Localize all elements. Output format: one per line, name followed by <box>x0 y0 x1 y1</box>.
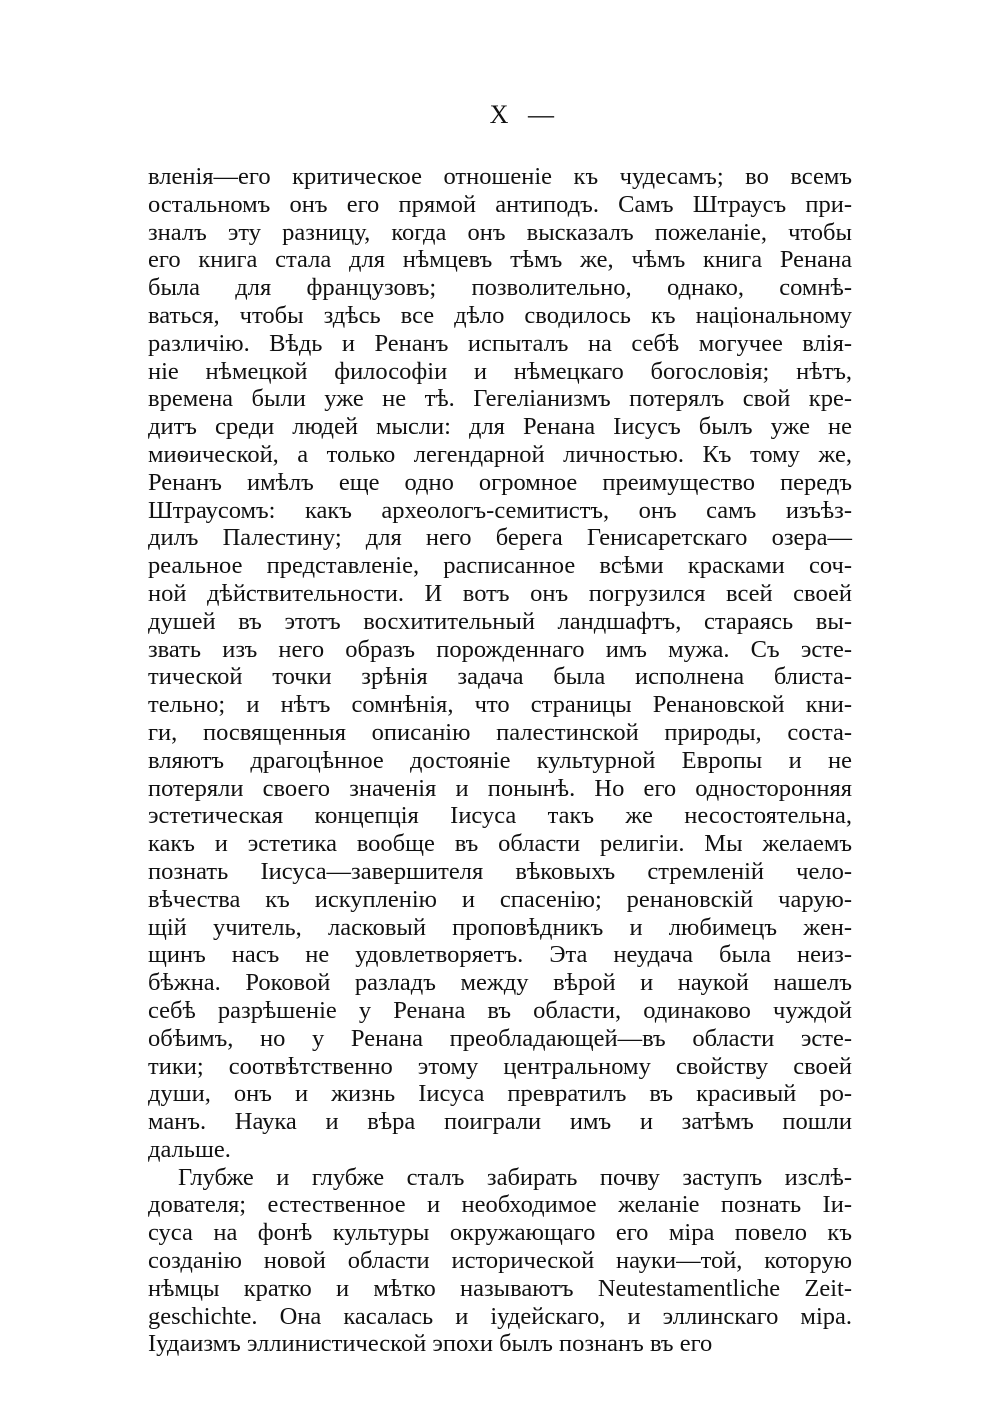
text-line: Глубже и глубже сталъ забирать почву заступъ изслѣ- <box>178 1163 852 1191</box>
text-line: дитъ среди людей мысли: для Ренана Іисусъ былъ уже не <box>148 413 852 441</box>
text-line: geschichte. Она касалась и іудейскаго, и эллинскаго міра. <box>148 1302 852 1330</box>
text-line: ваться, чтобы здѣсь все дѣло сводилось къ національному <box>148 301 852 329</box>
text-line: звать изъ него образъ порожденнаго имъ мужа. Съ эсте- <box>148 635 852 663</box>
text-line: вленія—его критическое отношеніе къ чудесамъ; во всемъ <box>148 163 852 190</box>
text-line: нѣмцы кратко и мѣтко называютъ Neutestamentliche Zeit- <box>148 1274 852 1302</box>
page-number <box>0 100 1000 130</box>
text-line: щій учитель, ласковый проповѣдникъ и любимецъ жен- <box>148 913 852 941</box>
page-number-label: X <box>489 100 511 129</box>
text-line: Іудаизмъ эллинистической эпохи былъ познанъ въ его <box>148 1330 713 1358</box>
text-line: Штраусомъ: какъ археологъ-семитистъ, онъ самъ изъѣз- <box>148 496 852 524</box>
text-line: щинъ насъ не удовлетворяетъ. Эта неудача была неиз- <box>148 941 852 969</box>
text-line: времена были уже не тѣ. Гегеліанизмъ потерялъ свой кре- <box>148 385 852 413</box>
text-line: реальное представленіе, расписанное всѣми красками соч- <box>148 552 852 580</box>
text-line: была для французовъ; позволительно, однако, сомнѣ- <box>148 274 852 302</box>
text-line: познать Іисуса—завершителя вѣковыхъ стремленій чело- <box>148 857 852 885</box>
paragraph-2 <box>148 1164 852 1359</box>
text-line: бѣжна. Роковой разладъ между вѣрой и наукой нашелъ <box>148 969 852 997</box>
text-line: себѣ разрѣшеніе у Ренана въ области, одинаково чуждой <box>148 996 852 1024</box>
paragraph-1 <box>148 163 852 1164</box>
text-line: его книга стала для нѣмцевъ тѣмъ же, чѣмъ книга Ренана <box>148 246 852 274</box>
text-line: различію. Вѣдь и Ренанъ испыталъ на себѣ могучее влія- <box>148 329 852 357</box>
text-line: тики; соотвѣтственно этому центральному свойству своей <box>148 1052 852 1080</box>
text-line: эстетическая концепція Іисуса такъ же несостоятельна, <box>148 802 852 830</box>
body-text <box>148 163 852 1358</box>
text-line: обѣимъ, но у Ренана преобладающей—въ области эсте- <box>148 1024 852 1052</box>
text-line: ной дѣйствительности. И вотъ онъ погрузился всей своей <box>148 579 852 607</box>
text-line: миѳической, а только легендарной личностью. Къ тому же, <box>148 440 852 468</box>
text-line: души, онъ и жизнь Іисуса превратилъ въ красивый ро- <box>148 1080 852 1108</box>
text-line: тельно; и нѣтъ сомнѣнія, что страницы Ренановской кни- <box>148 691 852 719</box>
text-line: душей въ этотъ восхитительный ландшафтъ, стараясь вы- <box>148 607 852 635</box>
text-line: ги, посвященныя описанію палестинской природы, соста- <box>148 718 852 746</box>
text-line: вляютъ драгоцѣнное достояніе культурной Европы и не <box>148 746 852 774</box>
text-line: ніе нѣмецкой философіи и нѣмецкаго богословія; нѣтъ, <box>148 357 852 385</box>
text-line: зналъ эту разницу, когда онъ высказалъ пожеланіе, чтобы <box>148 218 852 246</box>
text-line: дилъ Палестину; для него берега Генисаретскаго озера— <box>148 524 852 552</box>
text-line: потеряли своего значенія и понынѣ. Но его односторонняя <box>148 774 852 802</box>
text-line: суса на фонѣ культуры окружающаго его міра повело къ <box>148 1219 852 1247</box>
text-line: дальше. <box>148 1135 231 1163</box>
text-line: созданію новой области исторической науки—той, которую <box>148 1247 852 1275</box>
text-line: вѣчества къ искупленію и спасенію; ренановскій чарую- <box>148 885 852 913</box>
text-line: дователя; естественное и необходимое желаніе познать Іи- <box>148 1191 852 1219</box>
page-number-mark: — <box>528 100 556 129</box>
text-line: остальномъ онъ его прямой антиподъ. Самъ Штраусъ при- <box>148 190 852 218</box>
text-line: манъ. Наука и вѣра поиграли имъ и затѣмъ пошли <box>148 1108 852 1136</box>
text-line: тической точки зрѣнія задача была исполнена блиста- <box>148 663 852 691</box>
text-line: Ренанъ имѣлъ еще одно огромное преимущество передъ <box>148 468 852 496</box>
text-line: какъ и эстетика вообще въ области религіи. Мы желаемъ <box>148 830 852 858</box>
